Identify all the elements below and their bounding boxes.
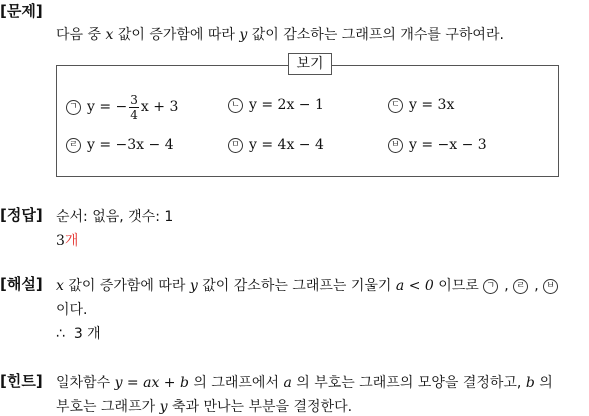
therefore-symbol: ∴ — [56, 326, 65, 342]
answer-value: 3 — [56, 233, 65, 249]
hint-text-a: 일차함수 — [56, 375, 111, 391]
choice-item-2 — [228, 97, 324, 113]
explanation-conclusion — [56, 323, 101, 343]
fraction-numerator: 3 — [130, 92, 138, 107]
hint-line2 — [56, 396, 352, 416]
hint-text-b: 의 그래프에서 — [193, 375, 279, 391]
fraction-denominator: 4 — [130, 107, 138, 122]
choices-box-title: 보기 — [288, 53, 332, 75]
problem-text-a: 다음 중 — [56, 27, 102, 43]
explanation-text-a: 값이 증가함에 따라 — [68, 278, 186, 294]
explanation-var-y: y — [189, 278, 198, 294]
answer-value-line — [56, 230, 78, 250]
hint-label: [힌트] — [0, 372, 43, 390]
choice-item-5 — [228, 137, 324, 153]
choice-marker-4: ㄹ — [66, 138, 81, 153]
problem-label: [문제] — [0, 2, 43, 20]
explanation-line2: 이다. — [56, 302, 88, 318]
explanation-label: [해설] — [0, 275, 43, 293]
explanation-text-c: 이므로 — [438, 278, 479, 294]
choice-expr-5: y = 4x − 4 — [249, 137, 324, 153]
choice-expr-2: y = 2x − 1 — [249, 97, 324, 113]
choice-item-4 — [66, 137, 174, 153]
choice-marker-5: ㅁ — [228, 138, 243, 153]
explanation-line1: x 값이 증가함에 따라 y 값이 감소하는 그래프는 기울기 a < 0 이므로 ㄱ , ㄹ , ㅂ — [56, 275, 564, 295]
answer-line1: 순서: 없음, 갯수: 1 — [56, 209, 174, 225]
hint-line1 — [56, 372, 553, 392]
choice-item-3 — [388, 97, 454, 113]
explanation-result: 3 개 — [73, 326, 101, 342]
hint-text-f: 축과 만나는 부분을 결정한다. — [171, 399, 353, 415]
choice-expr-6: y = −x − 3 — [409, 137, 487, 153]
hint-formula: y = ax + b — [114, 375, 189, 391]
explanation-var-x: x — [56, 278, 64, 294]
choice-expr-1-suffix: x + 3 — [140, 99, 179, 115]
explanation-marker-1: ㄱ — [483, 279, 498, 294]
hint-text-d: 의 — [539, 375, 553, 391]
choice-marker-2: ㄴ — [228, 98, 243, 113]
problem-var-y: y — [239, 27, 248, 43]
problem-text-b: 값이 증가함에 따라 — [117, 27, 235, 43]
explanation-marker-2: ㄹ — [513, 279, 528, 294]
hint-var-y: y — [159, 399, 168, 415]
choice-marker-6: ㅂ — [388, 138, 403, 153]
explanation-text-b: 값이 감소하는 그래프는 기울기 — [202, 278, 392, 294]
choice-expr-1-prefix: y = − — [87, 99, 128, 115]
choice-expr-3: y = 3x — [409, 97, 455, 113]
hint-text-e: 부호는 그래프가 — [56, 399, 156, 415]
hint-text-c: 의 부호는 그래프의 모양을 결정하고, — [296, 375, 522, 391]
hint-var-b: b — [525, 375, 535, 391]
choice-item-6 — [388, 137, 487, 153]
explanation-condition: a < 0 — [395, 278, 434, 294]
hint-var-a: a — [283, 375, 292, 391]
problem-text — [56, 24, 504, 44]
answer-label: [정답] — [0, 206, 43, 224]
choice-marker-1: ㄱ — [66, 100, 81, 115]
choice-expr-1-fraction — [129, 93, 139, 122]
answer-unit: 개 — [64, 233, 79, 249]
choice-marker-3: ㄷ — [388, 98, 403, 113]
problem-text-c: 값이 감소하는 그래프의 개수를 구하여라. — [251, 27, 504, 43]
choice-expr-4: y = −3x − 4 — [87, 137, 174, 153]
choice-item-1 — [66, 92, 178, 122]
explanation-marker-3: ㅂ — [543, 279, 558, 294]
problem-var-x: x — [105, 27, 114, 43]
